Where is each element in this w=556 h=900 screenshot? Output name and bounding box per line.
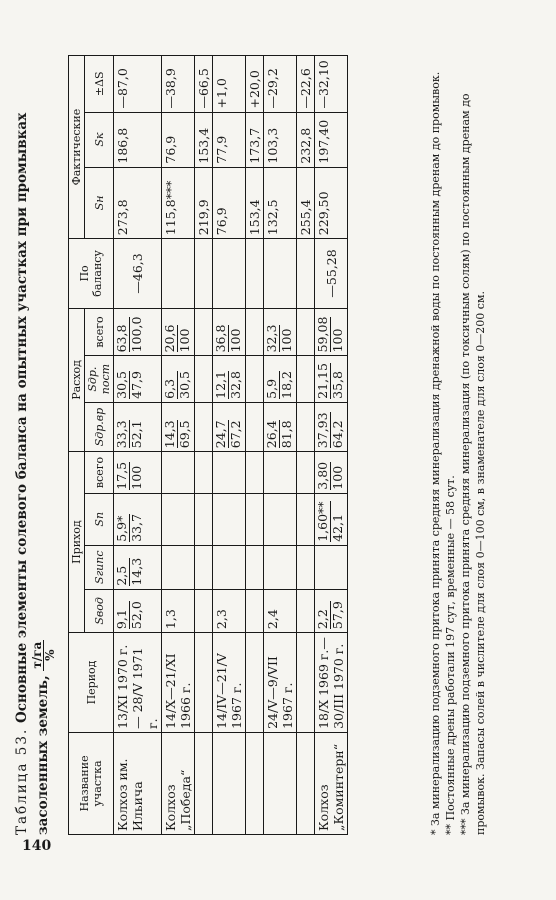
header-s-k: Sк: [85, 112, 114, 167]
cell-s-vod: [195, 589, 213, 632]
cell-vsego-out: [213, 308, 246, 356]
cell-vsego-out: [264, 308, 297, 356]
cell-s-vod: [213, 589, 246, 632]
cell-s-dr-vr: [315, 402, 348, 451]
header-income: Приход: [69, 452, 85, 633]
cell-balance: [297, 239, 315, 308]
cell-s-vod: [162, 589, 195, 632]
cell-fraction: [266, 609, 280, 629]
cell-value-percent: 69,5: [177, 420, 192, 449]
cell-s-dr-vr: [162, 402, 195, 451]
cell-s-k: 76,9: [162, 112, 195, 167]
cell-period: [246, 633, 264, 733]
cell-s-gips: [195, 545, 213, 589]
cell-value-percent: 100: [129, 465, 144, 490]
cell-site: Колхоз „Коминтерн“: [315, 732, 348, 834]
cell-value-tons: 3,80: [315, 461, 330, 490]
cell-value-tons: 5,9*: [114, 515, 129, 542]
cell-s-p: [114, 493, 162, 545]
cell-s-gips: [264, 545, 297, 589]
cell-delta: —38,9: [162, 56, 195, 113]
cell-s-dr-vr: [246, 402, 264, 451]
cell-value-percent: 100: [228, 328, 243, 353]
cell-fraction: [163, 420, 192, 448]
caption-label: Таблица 53.: [14, 727, 30, 835]
header-expense: Расход: [69, 308, 85, 452]
cell-value-tons: 12,1: [213, 370, 228, 399]
header-income-total: всего: [85, 452, 114, 494]
cell-s-p: [297, 493, 315, 545]
cell-value-tons: 63,8: [115, 317, 130, 353]
cell-value-percent: 32,8: [228, 370, 243, 399]
cell-fraction: [115, 420, 144, 448]
footnotes: [428, 45, 488, 835]
cell-fraction: [265, 420, 294, 448]
cell-value-tons: 1,3: [163, 609, 178, 630]
table-row: [195, 56, 213, 835]
unit-top: т/га: [30, 641, 44, 669]
cell-value-percent: 100: [330, 328, 345, 353]
cell-s-k: 153,4: [195, 112, 213, 167]
cell-vsego-in: [114, 452, 162, 494]
cell-fraction: [265, 325, 294, 353]
cell-site: [297, 732, 315, 834]
cell-fraction: [115, 514, 144, 542]
cell-delta: —22,6: [297, 56, 315, 113]
cell-value-tons: 21,15: [315, 363, 330, 399]
cell-s-n: 273,8: [114, 167, 162, 239]
cell-s-n: 219,9: [195, 167, 213, 239]
cell-value-percent: 67,2: [228, 420, 243, 449]
cell-s-gips: [297, 545, 315, 589]
table-row: [213, 56, 246, 835]
cell-value-tons: 30,5: [114, 370, 129, 399]
cell-s-vod: [297, 589, 315, 632]
cell-fraction: [316, 501, 345, 541]
cell-s-vod: [246, 589, 264, 632]
cell-value-tons: 37,93: [315, 412, 330, 449]
cell-s-k: 77,9: [213, 112, 246, 167]
salt-balance-table: [68, 55, 348, 835]
table-row: [246, 56, 264, 835]
cell-s-p: [315, 493, 348, 545]
cell-s-n: 229,50: [315, 167, 348, 239]
cell-value-tons: 9,1: [115, 601, 130, 629]
cell-s-dr-vr: [213, 402, 246, 451]
cell-s-k: 103,3: [264, 112, 297, 167]
cell-site: [264, 732, 297, 834]
cell-value-percent: 57,9: [330, 601, 345, 630]
cell-delta: —29,2: [264, 56, 297, 113]
table-row: [162, 56, 195, 835]
table-row: [264, 56, 297, 835]
cell-s-p: [162, 493, 195, 545]
page-number: 140: [22, 838, 52, 854]
cell-period: 14/X—21/XI 1966 г.: [162, 633, 195, 733]
cell-s-k: 197,40: [315, 112, 348, 167]
cell-vsego-out: [315, 308, 348, 356]
cell-fraction: [316, 412, 345, 448]
cell-s-n: 132,5: [264, 167, 297, 239]
cell-fraction: [115, 462, 144, 490]
cell-balance: [162, 239, 195, 308]
cell-balance: [264, 239, 297, 308]
cell-s-dr-post: [315, 356, 348, 402]
cell-value-percent: 100,0: [129, 316, 144, 353]
cell-s-dr-vr: [195, 402, 213, 451]
table-row: [114, 56, 162, 835]
cell-vsego-out: [162, 308, 195, 356]
cell-balance: [195, 239, 213, 308]
cell-s-p: [246, 493, 264, 545]
cell-vsego-out: [246, 308, 264, 356]
cell-delta: +20,0: [246, 56, 264, 113]
cell-s-gips: [213, 545, 246, 589]
cell-period: [195, 633, 213, 733]
cell-value-percent: 100: [279, 328, 294, 353]
cell-value-percent: 14,3: [129, 557, 144, 586]
cell-fraction: [214, 420, 243, 448]
cell-vsego-in: [264, 452, 297, 494]
cell-fraction: [163, 325, 192, 353]
cell-value-tons: 36,8: [213, 324, 228, 353]
cell-s-k: 173,7: [246, 112, 264, 167]
cell-fraction: [316, 317, 345, 353]
caption-unit: [31, 640, 56, 671]
cell-value-percent: 18,2: [279, 370, 294, 399]
cell-vsego-out: [114, 308, 162, 356]
cell-s-vod: [114, 589, 162, 632]
cell-value-percent: 100: [177, 328, 192, 353]
cell-value-tons: 24,7: [213, 420, 228, 449]
cell-value-tons: 17,5: [114, 461, 129, 490]
cell-s-n: 115,8***: [162, 167, 195, 239]
cell-value-tons: 20,6: [162, 324, 177, 353]
header-s-gips: Sгипс: [85, 545, 114, 589]
cell-fraction: [115, 558, 144, 586]
cell-vsego-in: [195, 452, 213, 494]
cell-s-vod: [264, 589, 297, 632]
cell-period: 18/X 1969 г.— 30/III 1970 г.: [315, 633, 348, 733]
cell-period: [297, 633, 315, 733]
cell-value-tons: 2,2: [316, 601, 331, 629]
header-s-vod: Sвод: [85, 589, 114, 632]
cell-fraction: [215, 609, 229, 629]
cell-vsego-in: [162, 452, 195, 494]
cell-s-dr-post: [264, 356, 297, 402]
cell-value-percent: 81,8: [279, 420, 294, 449]
cell-value-tons: 1,60**: [315, 501, 330, 542]
cell-s-k: 232,8: [297, 112, 315, 167]
cell-s-n: 153,4: [246, 167, 264, 239]
header-s-n: Sн: [85, 167, 114, 239]
cell-value-percent: 52,1: [129, 420, 144, 449]
cell-s-p: [264, 493, 297, 545]
cell-fraction: [214, 325, 243, 353]
unit-bottom: %: [43, 649, 57, 661]
cell-site: Колхоз „Победа“: [162, 732, 195, 834]
cell-s-dr-post: [162, 356, 195, 402]
cell-fraction: [214, 371, 243, 399]
header-s-p: Sп: [85, 493, 114, 545]
cell-value-tons: 14,3: [162, 420, 177, 449]
cell-s-vod: [315, 589, 348, 632]
cell-value-tons: 6,3: [163, 371, 178, 399]
cell-vsego-in: [246, 452, 264, 494]
cell-delta: —32,10: [315, 56, 348, 113]
cell-value-percent: 100: [330, 465, 345, 490]
cell-balance: —46,3: [114, 239, 162, 308]
cell-s-gips: [162, 545, 195, 589]
cell-period: 13/XI 1970 г.— 28/V 1971 г.: [114, 633, 162, 733]
cell-fraction: [316, 601, 345, 629]
cell-fraction: [164, 609, 178, 629]
cell-delta: —87,0: [114, 56, 162, 113]
cell-value-tons: 26,4: [264, 420, 279, 449]
footnote-3: *** За минерализацию подземного притока принята средняя минерализация (по токсичным солям) по постоянным дренам до промывок. Запасы солей в числителе для слоя 0—100 см, в знаменателе для слоя 0—200 см.: [459, 93, 487, 835]
cell-fraction: [115, 601, 144, 629]
table-row: [315, 56, 348, 835]
cell-vsego-out: [297, 308, 315, 356]
cell-site: Колхоз им. Ильича: [114, 732, 162, 834]
footnote-1: * За минерализацию подземного притока принята средняя минерализация дренажной воды по постоянным дренам до промывок.: [429, 71, 442, 835]
cell-value-percent: 47,9: [129, 370, 144, 399]
cell-s-dr-vr: [114, 402, 162, 451]
cell-value-tons: 2,4: [265, 609, 280, 630]
cell-value-tons: 59,08: [315, 316, 330, 353]
cell-delta: +1,0: [213, 56, 246, 113]
header-s-dr-vr: Sдр.вр: [85, 402, 114, 451]
rotated-page: [8, 35, 528, 855]
cell-fraction: [265, 371, 294, 399]
caption-text: Основные элементы солевого баланса на опытных участках при промывках засоленных земель,: [14, 112, 51, 835]
cell-fraction: [115, 317, 144, 353]
cell-s-dr-post: [246, 356, 264, 402]
cell-period: 14/IV—21/V 1967 г.: [213, 633, 246, 733]
cell-delta: —66,5: [195, 56, 213, 113]
table-row: [297, 56, 315, 835]
cell-value-percent: 64,2: [330, 420, 345, 449]
cell-vsego-in: [297, 452, 315, 494]
cell-value-percent: 30,5: [177, 370, 192, 399]
cell-s-gips: [315, 545, 348, 589]
cell-vsego-in: [213, 452, 246, 494]
cell-s-gips: [246, 545, 264, 589]
cell-s-dr-vr: [297, 402, 315, 451]
cell-period: 24/V—9/VII 1967 г.: [264, 633, 297, 733]
cell-balance: [213, 239, 246, 308]
cell-value-tons: 5,9: [265, 371, 280, 399]
cell-value-percent: 42,1: [330, 513, 345, 542]
table-body: [114, 56, 348, 835]
cell-site: [246, 732, 264, 834]
cell-value-percent: 52,0: [129, 601, 144, 630]
cell-fraction: [316, 462, 345, 490]
table-caption: [14, 45, 56, 835]
cell-balance: —55,28: [315, 239, 348, 308]
cell-value-tons: 2,5: [115, 558, 130, 586]
header-site: Название участка: [69, 732, 114, 834]
cell-s-gips: [114, 545, 162, 589]
cell-s-p: [195, 493, 213, 545]
cell-site: [213, 732, 246, 834]
cell-vsego-out: [195, 308, 213, 356]
cell-fraction: [163, 371, 192, 399]
cell-site: [195, 732, 213, 834]
header-s-dr-post: Sдр. пост: [85, 356, 114, 402]
cell-value-percent: 35,8: [330, 370, 345, 399]
cell-fraction: [316, 363, 345, 399]
cell-value-percent: 33,7: [129, 513, 144, 542]
cell-value-tons: 2,3: [214, 609, 229, 630]
header-expense-total: всего: [85, 308, 114, 356]
cell-s-p: [213, 493, 246, 545]
header-balance: По балансу: [69, 239, 114, 308]
cell-s-n: 76,9: [213, 167, 246, 239]
cell-s-dr-post: [213, 356, 246, 402]
header-actual: Фактические: [69, 56, 85, 239]
cell-fraction: [115, 371, 144, 399]
cell-s-dr-post: [195, 356, 213, 402]
cell-s-k: 186,8: [114, 112, 162, 167]
cell-s-dr-post: [297, 356, 315, 402]
cell-balance: [246, 239, 264, 308]
footnote-2: ** Постоянные дрены работали 197 сут, временные — 58 сут.: [444, 475, 457, 835]
cell-value-tons: 32,3: [264, 324, 279, 353]
cell-s-dr-post: [114, 356, 162, 402]
cell-s-n: 255,4: [297, 167, 315, 239]
cell-value-tons: 33,3: [114, 420, 129, 449]
header-delta: ±ΔS: [85, 56, 114, 113]
header-period: Период: [69, 633, 114, 733]
cell-vsego-in: [315, 452, 348, 494]
cell-s-dr-vr: [264, 402, 297, 451]
